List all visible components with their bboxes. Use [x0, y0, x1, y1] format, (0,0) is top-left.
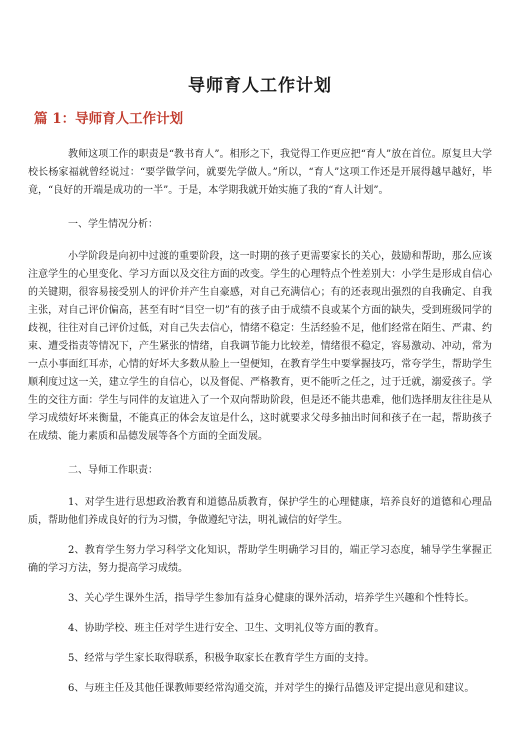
spacer — [28, 608, 492, 620]
spacer — [28, 668, 492, 680]
heading-mentor-duties: 二、导师工作职责： — [68, 465, 158, 476]
intro-paragraph: 教师这项工作的职责是“教书育人”。相形之下，我觉得工作更应把“育人”放在首位。原复旦大学校长杨家福就曾经说过：“要学做学问，就要先学做人。”所以，“育人”这项工作还是开展得越早越好，毕竟，“良好的开端是成功的一半”。于是，本学期我就开始实施了我的“育人计划”。 — [28, 149, 492, 196]
duty-item: 6、与班主任及其他任课教师要经常沟通交流，并对学生的操行品德及评定提出意见和建议。 — [68, 683, 475, 694]
duty-item: 2、教育学生努力学习科学文化知识，帮助学生明确学习目的，端正学习态度，辅导学生掌握正确的学习方法，努力提高学习成绩。 — [28, 545, 492, 574]
duty-item: 1、对学生进行思想政治教育和道德品质教育，保护学生的心理健康，培养良好的道德和心理品质，帮助他们养成良好的行为习惯，争做遵纪守法，明礼诚信的好学生。 — [28, 497, 492, 526]
spacer — [28, 446, 492, 462]
spacer — [28, 578, 492, 590]
document-title: 导师育人工作计划 — [188, 76, 332, 96]
duty-item: 4、协助学校、班主任对学生进行安全、卫生、文明礼仪等方面的教育。 — [68, 623, 385, 634]
spacer — [28, 480, 492, 494]
spacer — [28, 638, 492, 650]
duty-item: 3、关心学生课外生活，指导学生参加有益身心健康的课外活动，培养学生兴趣和个性特长。 — [68, 593, 475, 604]
spacer — [28, 200, 492, 216]
heading-student-analysis: 一、学生情况分析： — [68, 219, 158, 230]
spacer — [28, 530, 492, 542]
spacer — [28, 234, 492, 248]
section-title: 篇 1：导师育人工作计划 — [34, 111, 184, 127]
duty-item: 5、经常与学生家长取得联系，积极争取家长在教育学生方面的支持。 — [68, 653, 375, 664]
analysis-paragraph: 小学阶段是向初中过渡的重要阶段，这一时期的孩子更需要家长的关心，鼓励和帮助，那么应该注意学生的心里变化、学习方面以及交往方面的改变。学生的心理特点个性差别大：小学生是形成自信心的关键期，很容易接受别人的评价并产生自豪感，对自己充满信心；有的还表现出强烈的自我确定、自我主张，对自己评价偏高，甚至有时“目空一切”有的孩子由于成绩不良或某个方面的缺失，受到班级同学的歧视，往往对自己评价过低，对自己失去信心，情绪不稳定：生活经验不足，他们经常在陌生、严肃、约束、遭受指责等情况下，产生紧张的情绪，自我调节能力比较差，情绪很不稳定，容易激动、冲动，常为一点小事面红耳赤，心情的好坏大多数从脸上一望便知，在教育学生中要掌握技巧，常夸学生，帮助学生顺利度过这一关，建立学生的自信心，以及督促、严格教育，更不能听之任之，过于迁就，溺爱孩子。学生的交往方面：学生与同伴的友谊进入了一个双向帮助阶段，但是还不能共患难，他们选择朋友往往是从学习成绩好坏来衡量，不能真正的体会友谊是什么，这时就要求父母多抽出时间和孩子在一起，帮助孩子在成绩、能力素质和品德发展等各个方面的全面发展。 — [28, 251, 492, 442]
